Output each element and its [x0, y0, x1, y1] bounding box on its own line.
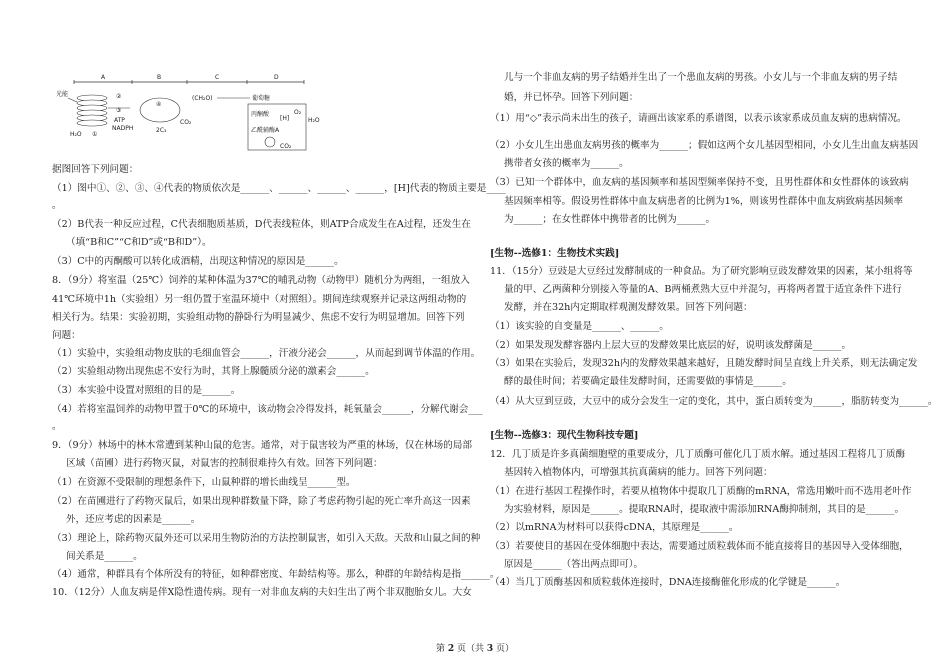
right-line: （3）已知一个群体中，血友病的基因频率和基因型频率保持不变，且男性群体和女性群体的该致病	[490, 177, 909, 188]
right-line: （3）若要使目的基因在受体细胞中表达，需要通过质粒载体而不能直接将目的基因导入受体细胞，	[490, 541, 909, 552]
left-line: （4）通常，种群具有个体所没有的特征，如种群密度、年龄结构等。那么，种群的年龄结构是指______。	[52, 569, 500, 580]
right-line: 携带者女孩的概率为______。	[504, 158, 629, 169]
right-line: 基因转入植物体内，可增强其抗真菌病的能力。回答下列问题：	[504, 467, 773, 478]
right-line: 12．几丁质是许多真菌细胞壁的重要成分，几丁质酶可催化几丁质水解。通过基因工程将几丁质酶	[490, 449, 906, 460]
left-line: 。	[52, 200, 62, 211]
diagram-co2-d: CO₂	[280, 143, 292, 150]
right-line: 为实验材料，原因是______。提取RNA时，提取液中需添加RNA酶抑制剂，其目的是______。	[504, 504, 905, 515]
right-line: 11．（15分）豆豉是大豆经过发酵制成的一种食品。为了研究影响豆豉发酵效果的因素，某小组将等	[490, 266, 913, 277]
diagram-n2: ②	[116, 93, 122, 100]
footer-total-pages: 3	[486, 644, 494, 654]
footer-middle: 页（共	[456, 644, 484, 654]
right-line: 为______；在女性群体中携带者的比例为______。	[504, 214, 716, 225]
left-line: （1）图中①、②、③、④代表的物质依次是______、______、______、______，[H]代表的物质主要是____	[52, 183, 506, 194]
diagram-n3: ③	[116, 107, 122, 114]
right-line: 酵的最佳时间；若要确定最佳发酵时间，还需要做的事情是______。	[504, 376, 792, 387]
left-line: 据图回答下列问题：	[52, 164, 139, 175]
left-line: （3）理论上，除药物灭鼠外还可以采用生物防治的方法控制鼠害，如引入天敌。天敌和山鼠之间的种	[52, 533, 481, 544]
right-line: （2）以mRNA为材料可以获得cDNA，其原理是______。	[490, 522, 739, 533]
footer-page-number: 2	[447, 644, 455, 654]
page-footer	[0, 641, 950, 654]
right-line: 婚，并已怀孕。回答下列问题：	[504, 92, 639, 103]
diagram-co2-b: CO₂	[180, 119, 192, 126]
left-line: 41℃环境中1h（实验组）另一组仍置于室温环境中（对照组）。期间连续观察并记录这两组动物的	[52, 294, 467, 305]
diagram-light: 光能	[56, 91, 69, 98]
diagram-nadph: NADPH	[112, 125, 134, 132]
diagram-o2: O₂	[294, 109, 302, 116]
diagram-ch2o: (CH₂O)	[192, 95, 213, 102]
diagram-h2o-right: H₂O	[308, 117, 320, 124]
left-line: （3）C中的丙酮酸可以转化成酒精，出现这种情况的原因是______。	[52, 256, 344, 267]
diagram-n1: ①	[92, 131, 98, 138]
right-line: （3）如果在实验后，发现32h内的发酵效果越来越好，且随发酵时间呈直线上升关系，则无法确定发	[490, 358, 918, 369]
diagram-pyruvate: 丙酮酸	[251, 111, 270, 118]
left-line: 。	[52, 421, 62, 432]
right-line: （2）小女儿生出患血友病男孩的概率为______；假如这两个女儿基因型相同，小女儿生出血友病基因	[490, 140, 919, 151]
diagram-label-a: A	[101, 74, 106, 81]
left-line: （1）实验中，实验组动物皮肤的毛细血管会______，汗液分泌会______，从而起到调节体温的作用。	[52, 348, 481, 359]
right-line: （4）从大豆到豆豉，大豆中的成分会发生一定的变化，其中，蛋白质转变为______，脂肪转变为______。	[490, 396, 938, 407]
left-line: （4）若将室温饲养的动物甲置于0℃的环境中，该动物会冷得发抖，耗氧量会______，分解代谢会___	[52, 404, 483, 415]
left-line: 区域（苗圃）进行药物灭鼠，对鼠害的控制很难持久有效。回答下列问题：	[66, 458, 383, 469]
left-line: 10．（12分）人血友病是伴X隐性遗传病。现有一对非血友病的夫妇生出了两个非双胞胎女儿。大女	[52, 587, 472, 598]
right-line: （1）在进行基因工程操作时，若要从植物体中提取几丁质酶的mRNA，常选用嫩叶而不选用老叶作	[490, 486, 912, 497]
left-line: 8．（9分）将室温（25℃）饲养的某种体温为37℃的哺乳动物（动物甲）随机分为两组，一组放入	[52, 275, 470, 286]
diagram-label-d: D	[274, 74, 279, 81]
left-line: （2）B代表一种反应过程，C代表细胞质基质，D代表线粒体，则ATP合成发生在A过程，还发生在	[52, 219, 471, 230]
diagram-n4: ④	[156, 101, 162, 108]
right-line: 儿与一个非血友病的男子结婚并生出了一个患血友病的男孩。小女儿与一个非血友病的男子结	[504, 72, 898, 83]
diagram-bracket	[74, 80, 304, 84]
right-line: 基因频率相等。假设男性群体中血友病患者的比例为1%，则该男性群体中血友病致病基因频率	[504, 196, 903, 207]
diagram-atp: ATP	[114, 117, 125, 124]
footer-suffix: 页）	[496, 644, 515, 654]
right-line: （4）当几丁质酶基因和质粒载体连接时，DNA连接酶催化形成的化学键是______。	[490, 577, 846, 588]
diagram-label-b: B	[157, 74, 162, 81]
right-line: 原因是______（答出两点即可）。	[504, 559, 644, 570]
section-heading: [生物--选修1：生物技术实践]	[490, 248, 620, 259]
diagram-glucose: 葡萄糖	[252, 95, 271, 102]
left-line: 外，还应考虑的因素是______。	[66, 514, 201, 525]
left-line: （1）在资源不受限制的理想条件下，山鼠种群的增长曲线呈______型。	[52, 477, 356, 488]
footer-prefix: 第	[435, 644, 445, 654]
diagram-label-c: C	[215, 74, 220, 81]
photosynthesis-respiration-diagram	[52, 72, 332, 154]
left-line: 9．（9分）林场中的林木常遭到某种山鼠的危害。通常，对于鼠害较为严重的林场，仅在林场的局部	[52, 440, 472, 451]
right-line: 发酵，并在32h内定期取样观测发酵效果。回答下列问题：	[504, 302, 753, 313]
left-line: 相关行为。结果：实验初期，实验组动物的静卧行为明显减少、焦虑不安行为明显增加。回答下列	[52, 312, 465, 323]
section-heading: [生物--选修3：现代生物科技专题]	[490, 430, 639, 441]
diagram-c3: 2C₃	[156, 127, 167, 134]
diagram-h: [H]	[280, 115, 290, 122]
right-line: （2）如果发现发酵容器内上层大豆的发酵效果比底层的好，说明该发酵菌是______。	[490, 340, 852, 351]
left-line: （3）本实验中设置对照组的目的是______。	[52, 385, 241, 396]
right-line: （1）用“◇”表示尚未出生的孩子，请画出该家系的系谱图，以表示该家系成员血友病的患病情况。	[490, 113, 907, 124]
right-line: （1）该实验的自变量是______、______。	[490, 321, 669, 332]
left-line: （填“B和C”“C和D”或“B和D”）。	[66, 237, 212, 248]
diagram-acetyl: 乙酰辅酶A	[251, 127, 280, 134]
left-line: 间关系是______。	[66, 551, 143, 562]
left-line: （2）在苗圃进行了药物灭鼠后，如果出现种群数量下降，除了考虑药物引起的死亡率升高这一因素	[52, 496, 471, 507]
thylakoid-stack	[77, 95, 107, 126]
right-line: 量的甲、乙两菌种分别接入等量的A、B两桶煮熟大豆中并混匀，再将两者置于适宜条件下进行	[504, 284, 902, 295]
tca-cycle	[265, 137, 275, 147]
left-line: 问题：	[52, 330, 81, 341]
diagram-h2o-left: H₂O	[70, 131, 82, 138]
left-line: （2）实验组动物出现焦虑不安行为时，其肾上腺髓质分泌的激素会______。	[52, 366, 375, 377]
